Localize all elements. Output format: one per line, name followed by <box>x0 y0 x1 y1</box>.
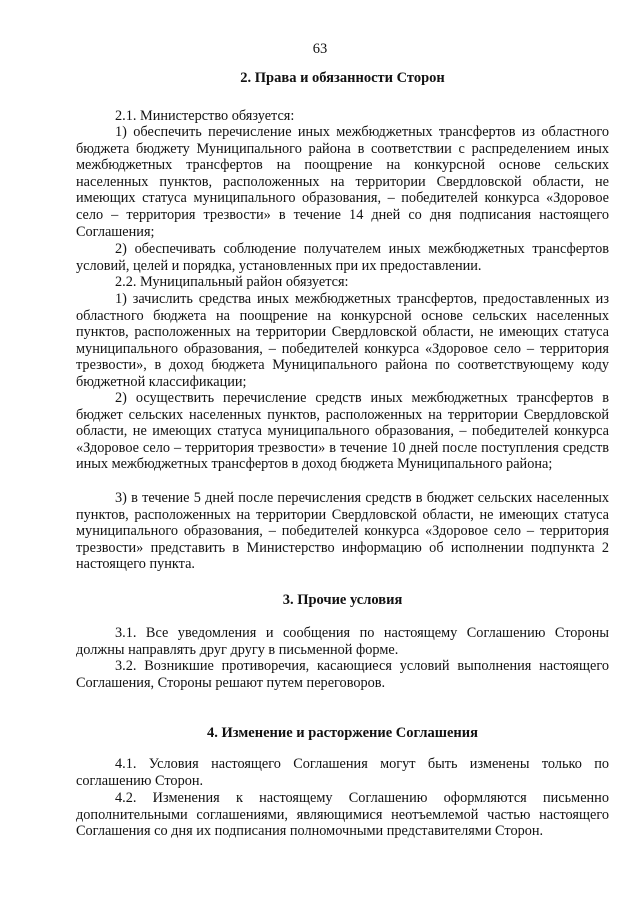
paragraph-2-2-item-3: 3) в течение 5 дней после перечисления средств в бюджет сельских населенных пунктов, расположенных на территории Свердловской области, не имеющих статуса муниципального образования, – победителей конкурса «Здоровое село – территория трезвости» представить в Министерство информацию об исполнении подпункта 2 настоящего пункта. <box>76 490 609 573</box>
paragraph-2-1-item-1: 1) обеспечить перечисление иных межбюджетных трансфертов из областного бюджета бюджету Муниципального района в соответствии с распределением иных межбюджетных трансфертов на поощрение на конкурсной основе сельских населенных пунктов, расположенных на территории Свердловской области, не имеющих статуса муниципального образования, – победителей конкурса «Здоровое село – территория трезвости» в течение 14 дней со дня подписания настоящего Соглашения; <box>76 124 609 240</box>
section-4-heading: 4. Изменение и расторжение Соглашения <box>207 725 478 741</box>
section-3-heading: 3. Прочие условия <box>282 592 403 608</box>
page-number: 63 <box>312 41 328 57</box>
paragraph-2-2: 2.2. Муниципальный район обязуется: <box>115 274 349 290</box>
paragraph-2-2-item-2: 2) осуществить перечисление средств иных межбюджетных трансфертов в бюджет сельских населенных пунктов, расположенных на территории Свердловской области, не имеющих статуса муниципального образования, – победителей конкурса «Здоровое село – территория трезвости» в течение 10 дней после поступления средств иных межбюджетных трансфертов в доход бюджета Муниципального района; <box>76 390 609 473</box>
paragraph-2-1-item-2: 2) обеспечивать соблюдение получателем иных межбюджетных трансфертов условий, целей и порядка, установленных при их предоставлении. <box>76 241 609 274</box>
paragraph-3-1: 3.1. Все уведомления и сообщения по настоящему Соглашению Стороны должны направлять друг другу в письменной форме. <box>76 625 609 658</box>
paragraph-2-1: 2.1. Министерство обязуется: <box>115 108 295 124</box>
paragraph-2-2-item-1: 1) зачислить средства иных межбюджетных трансфертов, предоставленных из областного бюджета на поощрение на конкурсной основе сельских населенных пунктов, расположенных на территории Свердловской области, не имеющих статуса муниципального образования, – победителей конкурса «Здоровое село – территория трезвости», в доход бюджета Муниципального района по соответствующему коду бюджетной классификации; <box>76 291 609 390</box>
section-2-heading: 2. Права и обязанности Сторон <box>240 70 445 86</box>
paragraph-3-2: 3.2. Возникшие противоречия, касающиеся условий выполнения настоящего Соглашения, Стороны решают путем переговоров. <box>76 658 609 691</box>
paragraph-4-1: 4.1. Условия настоящего Соглашения могут быть изменены только по соглашению Сторон. <box>76 756 609 789</box>
paragraph-4-2: 4.2. Изменения к настоящему Соглашению оформляются письменно дополнительными соглашениями, являющимися неотъемлемой частью настоящего Соглашения со дня их подписания полномочными представителями Сторон. <box>76 790 609 840</box>
